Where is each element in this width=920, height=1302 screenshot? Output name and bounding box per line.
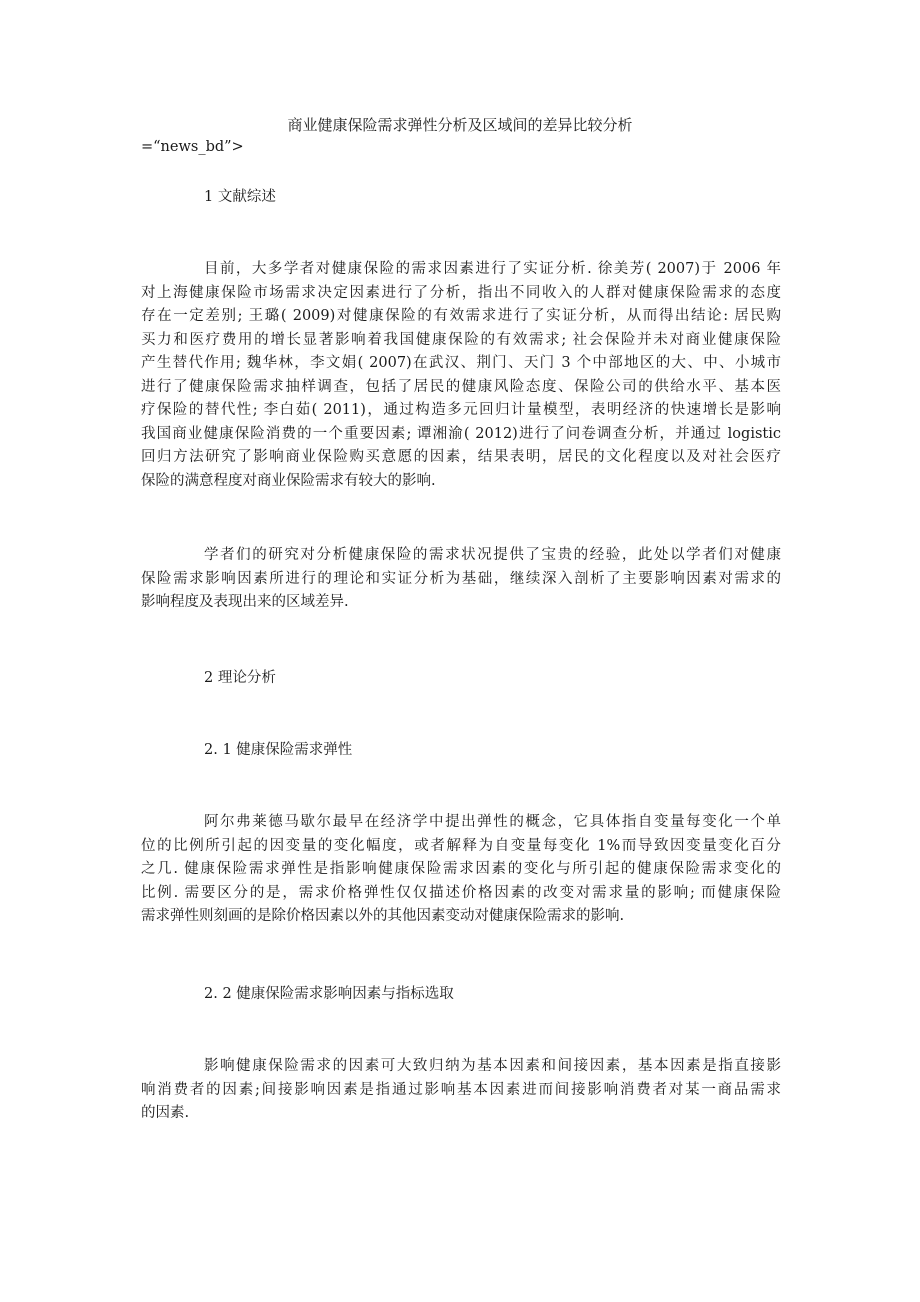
paragraph-line: 比例. 需要区分的是，需求价格弹性仅仅描述价格因素的改变对需求量的影响; 而健康保险 — [141, 884, 781, 901]
paragraph-line: 对上海健康保险市场需求决定因素进行了分析，指出不同收入的人群对健康保险需求的态度 — [141, 284, 781, 301]
paragraph-line: 影响健康保险需求的因素可大致归纳为基本因素和间接因素，基本因素是指直接影 — [204, 1058, 781, 1074]
paragraph-scholars-research — [141, 544, 781, 615]
section-heading-theory-analysis: 2 理论分析 — [204, 670, 276, 686]
paragraph-line: 回归方法研究了影响商业保险购买意愿的因素，结果表明，居民的文化程度以及对社会医疗 — [141, 449, 781, 465]
paragraph-demand-elasticity — [141, 811, 781, 929]
paragraph-line: 学者们的研究对分析健康保险的需求状况提供了宝贵的经验，此处以学者们对健康 — [204, 547, 781, 563]
paragraph-line: 需求弹性则刻画的是除价格因素以外的其他因素变动对健康保险需求的影响. — [141, 908, 625, 924]
section-heading-factors-indicators: 2. 2 健康保险需求影响因素与指标选取 — [204, 986, 454, 1002]
paragraph-literature-review — [141, 258, 781, 493]
paragraph-line: 存在一定差别; 王璐( 2009)对健康保险的有效需求进行了实证分析，从而得出结论: 居民购 — [141, 308, 781, 324]
paragraph-line: 的因素. — [141, 1105, 190, 1121]
paragraph-line: 疗保险的替代性; 李白茹( 2011)，通过构造多元回归计量模型，表明经济的快速增长是影响 — [141, 402, 781, 418]
paragraph-line: 位的比例所引起的因变量的变化幅度，或者解释为自变量每变化 1%而导致因变量变化百分 — [141, 837, 781, 854]
paragraph-line: 阿尔弗莱德马歇尔最早在经济学中提出弹性的概念，它具体指自变量每变化一个单 — [204, 814, 781, 830]
section-heading-literature-review: 1 文献综述 — [204, 189, 276, 205]
paragraph-influence-factors — [141, 1055, 781, 1126]
section-heading-demand-elasticity: 2. 1 健康保险需求弹性 — [204, 742, 353, 758]
paragraph-line: 响消费者的因素;间接影响因素是指通过影响基本因素进而间接影响消费者对某一商品需求 — [141, 1081, 781, 1098]
paragraph-line: 保险需求影响因素所进行的理论和实证分析为基础，继续深入剖析了主要影响因素对需求的 — [141, 570, 781, 587]
paragraph-line: 产生替代作用; 魏华林，李文娟( 2007)在武汉、荆门、天门 3 个中部地区的大、中、小城市 — [141, 355, 781, 371]
paragraph-line: 影响程度及表现出来的区域差异. — [141, 594, 349, 610]
paragraph-line: 目前，大多学者对健康保险的需求因素进行了实证分析. 徐美芳( 2007)于 2006 年 — [204, 261, 781, 277]
paragraph-line: 我国商业健康保险消费的一个重要因素; 谭湘渝( 2012)进行了问卷调查分析，并通过 logistic — [141, 425, 781, 442]
paragraph-line: 买力和医疗费用的增长显著影响着我国健康保险的有效需求; 社会保险并未对商业健康保险 — [141, 331, 781, 348]
paragraph-line: 进行了健康保险需求抽样调查，包括了居民的健康风险态度、保险公司的供给水平、基本医 — [141, 378, 781, 395]
paragraph-line: 之几. 健康保险需求弹性是指影响健康保险需求因素的变化与所引起的健康保险需求变化的 — [141, 861, 781, 877]
paragraph-line: 保险的满意程度对商业保险需求有较大的影响. — [141, 472, 436, 489]
stray-code-fragment: =“news_bd”> — [141, 139, 244, 155]
document-title: 商业健康保险需求弹性分析及区域间的差异比较分析 — [287, 116, 633, 134]
